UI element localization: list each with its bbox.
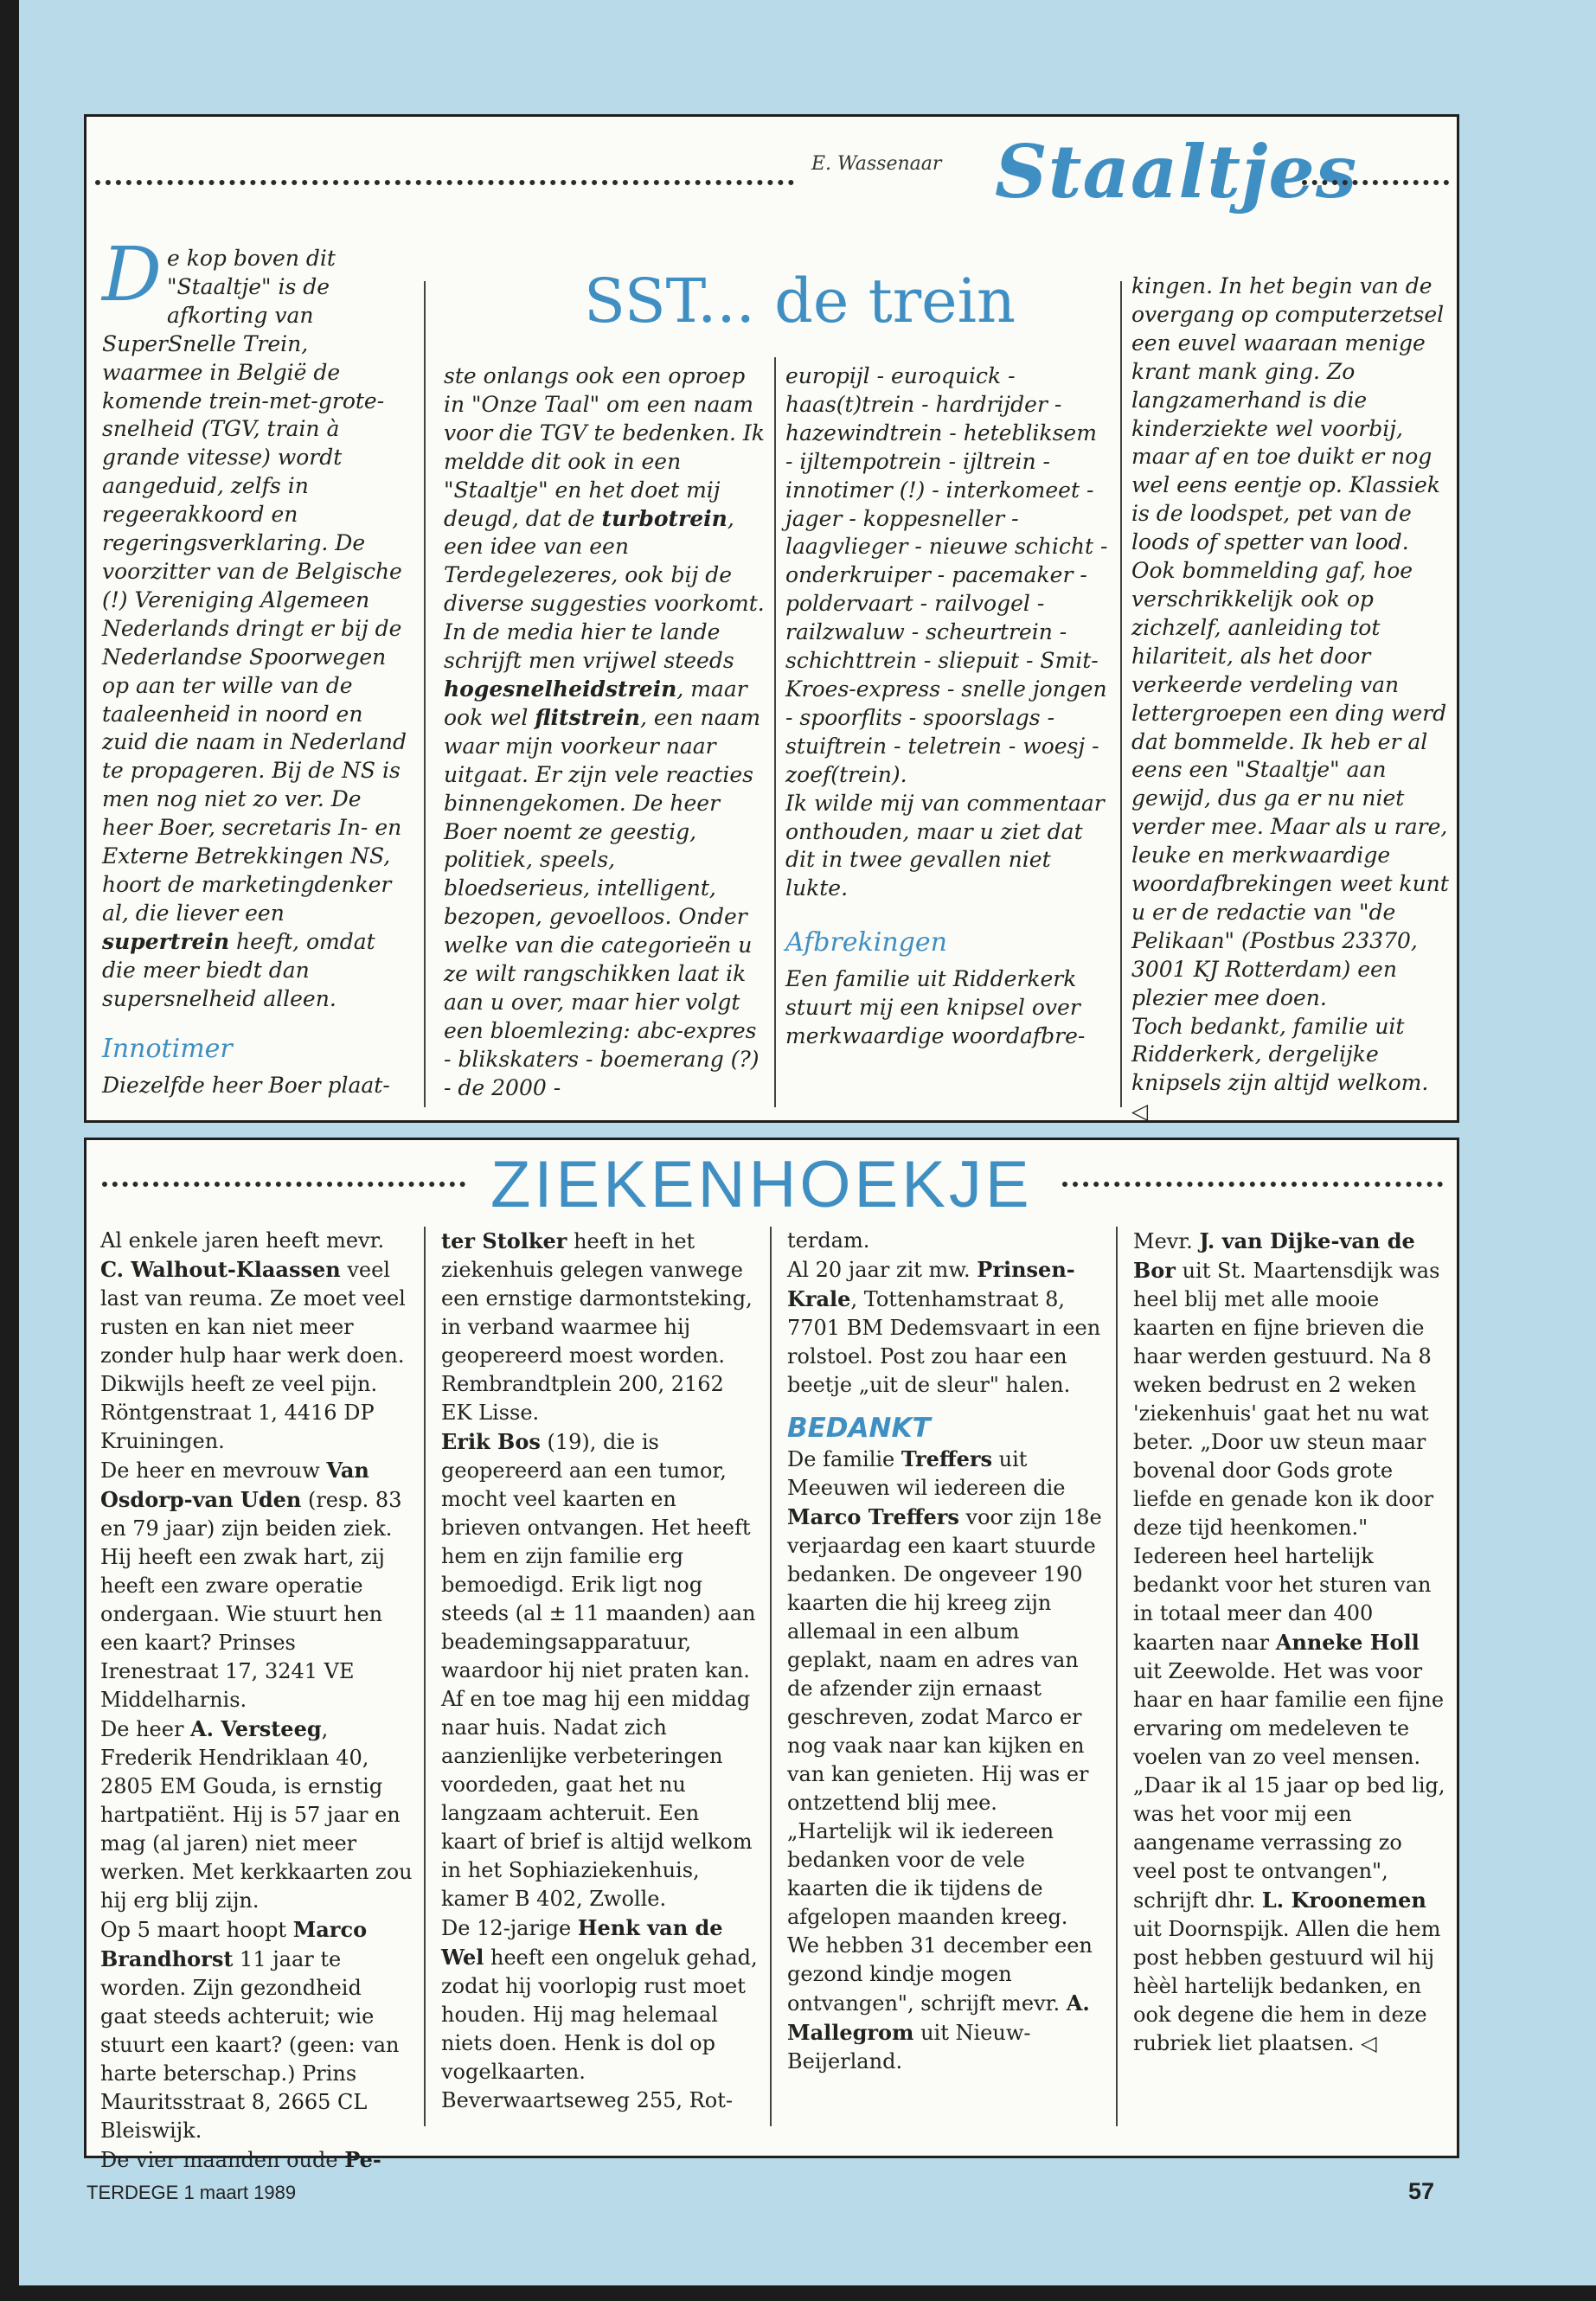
column-rule (1116, 1227, 1118, 2126)
paragraph: europijl - euroquick - haas(t)trein - hardrijder - hazewindtrein - hetebliksem - ijltempotrein - ijltrein - innotimer (!) - interkomeet - jager - koppesneller - laagvlieger - nieuwe schicht - onderkruiper - pacemaker - poldervaart - railvogel - railzwaluw - scheurtrein - schichttrein - sliepuit - Smit-Kroes-express - snelle jongen - spoorflits - spoorslags - stuiftrein - teletrein - woesj - zoef(trein). (785, 363, 1108, 787)
page-edge (0, 2285, 1596, 2301)
notice: Iedereen heel hartelijk bedankt voor het sturen van in totaal meer dan 400 kaarten naar Anneke Holl uit Zeewolde. Het was voor haar en haar familie een fijne ervaring om medeleven te voelen van zo veel mensen. (1133, 1544, 1445, 1769)
notice: De 12-jarige Henk van de Wel heeft een ongeluk gehad, zodat hij voorlopig rust moet houden. Hij mag helemaal niets doen. Henk is dol op vogelkaarten. Beverwaartseweg 255, Rot- (441, 1915, 758, 2112)
notice-column-1 (100, 1227, 413, 2175)
dotted-rule-right (1302, 180, 1449, 185)
paragraph: Ik wilde mij van commentaar onthouden, maar u ziet dat dit in twee gevallen niet lukte. (785, 790, 1105, 901)
article-column-3 (785, 362, 1110, 1051)
notice: De heer en mevrouw Van Osdorp-van Uden (resp. 83 en 79 jaar) zijn beiden ziek. Hij heeft een zwak hart, zij heeft een zware operatie ondergaan. Wie stuurt hen een kaart? Prinses Irenestraat 17, 3241 VE Middelharnis. (100, 1458, 402, 1712)
column-rule (424, 1227, 426, 2126)
notice: „Hartelijk wil ik iedereen bedanken voor de vele kaarten die ik tijdens de afgelopen maanden kreeg. We hebben 31 december een gezond kindje mogen ontvangen", schrijft mevr. A. Mallegrom uit Nieuw-Beijerland. (787, 1819, 1093, 2073)
paragraph: ste onlangs ook een oproep in "Onze Taal" om een naam voor die TGV te bedenken. Ik meldde dit ook in een "Staaltje" en het doet mij deugd, dat de turbotrein, een idee van een Terdegelezeres, ook bij de diverse suggesties voorkomt. In de media hier te lande schrijft men vrijwel steeds hogesnelheidstrein, maar ook wel flitstrein, een naam waar mijn voorkeur naar uitgaat. Er zijn vele reacties binnengekomen. De heer Boer noemt ze geestig, politiek, speels, bloedserieus, intelligent, bezopen, gevoelloos. Onder welke van die categorieën u ze wilt rangschikken laat ik aan u over, maar hier volgt een bloemlezing: abc-expres - blikskaters - boemerang (?) - de 2000 - (444, 363, 765, 1100)
notice: Mevr. J. van Dijke-van de Bor uit St. Maartensdijk was heel blij met alle mooie kaarten en fijne brieven die haar werden gestuurd. Na 8 weken bedrust en 2 weken 'ziekenhuis' gaat het nu wat beter. „Door uw steun maar bovenal door Gods grote liefde en genade kon ik door deze tijd heenkomen." (1133, 1228, 1440, 1540)
notice: De vier maanden oude Pe- (100, 2147, 381, 2172)
subheading-afbrekingen: Afbrekingen (785, 927, 947, 958)
paragraph: De kop boven dit "Staaltje" is de afkorting van SuperSnelle Trein, waarmee in België de komende trein-met-grote-snelheid (TGV, train à grande vitesse) wordt aangeduid, zelfs in regeerakkoord en regeringsverklaring. De voorzitter van de Belgische (!) Vereniging Algemeen Nederlands dringt er bij de Nederlandse Spoorwegen op aan ter wille van de taaleenheid in noord en zuid die naam in Nederland te propageren. Bij de NS is men nog niet zo ver. De heer Boer, secretaris In- en Externe Betrekkingen NS, hoort de marketingdenker al, die liever een supertrein heeft, omdat die meer biedt dan supersnelheid alleen. (102, 232, 407, 1011)
paragraph: kingen. In het begin van de overgang op computerzetsel een euvel waaraan menige krant mank ging. Zo langzamerhand is die kinderziekte wel voorbij, maar af en toe duikt er nog wel eens eentje op. Klassiek is de loodspet, pet van de loods of spetter van lood. Ook bommelding gaf, hoe verschrikkelijk ook op zichzelf, aanleiding tot hilariteit, als het door verkeerde verdeling van lettergroepen een ding werd dat bommelde. Ik heb er al eens een "Staaltje" aan gewijd, dus ga er nu niet verder mee. Maar als u rare, leuke en merkwaardige woordafbrekingen weet kunt u er de redactie van "de Pelikaan" (Postbus 23370, 3001 KJ Rotterdam) een plezier mee doen. (1131, 273, 1449, 1010)
section-title-ziekenhoekje: ZIEKENHOEKJE (490, 1148, 1033, 1221)
notice: Erik Bos (19), die is geopereerd aan een tumor, mocht veel kaarten en brieven ontvangen. Het heeft hem en zijn familie erg bemoedigd. Erik ligt nog steeds (al ± 11 maanden) aan beademingsapparatuur, waardoor hij niet praten kan. Af en toe mag hij een middag naar huis. Nadat zich aanzienlijke verbeteringen voordeden, gaat het nu langzaam achteruit. Een kaart of brief is altijd welkom in het Sophiaziekenhuis, kamer B 402, Zwolle. (441, 1429, 756, 1911)
notice: „Daar ik al 15 jaar op bed lig, was het voor mij een aangename verrassing zo veel post te ontvangen", schrijft dhr. L. Kroonemen uit Doornspijk. Allen die hem post hebben gestuurd wil hij hèèl hartelijk bedanken, en ook degene die hem in deze rubriek liet plaatsen. ◁ (1133, 1773, 1445, 2055)
staaltjes-panel (84, 114, 1459, 1123)
notice-column-3 (787, 1227, 1106, 2076)
notice: Op 5 maart hoopt Marco Brandhorst 11 jaar te worden. Zijn gezondheid gaat steeds achteruit; wie stuurt een kaart? (geen: van harte beterschap.) Prins Mauritsstraat 8, 2665 CL Bleiswijk. (100, 1917, 400, 2143)
column-rule (770, 1227, 772, 2126)
author-byline: E. Wassenaar (811, 153, 942, 175)
subheading-bedankt: BEDANKT (787, 1413, 931, 1444)
dotted-rule-left (102, 1182, 465, 1187)
section-title-staaltjes: Staaltjes (995, 129, 1358, 215)
paragraph: Een familie uit Ridderkerk stuurt mij een knipsel over merkwaardige woordafbre- (785, 966, 1086, 1049)
article-headline: SST... de trein (584, 266, 1016, 336)
article-column-2 (444, 362, 766, 1103)
paragraph: Toch bedankt, familie uit Ridderkerk, dergelijke knipsels zijn altijd welkom. ◁ (1131, 1013, 1429, 1125)
notice: Al 20 jaar zit mw. Prinsen-Krale, Tottenhamstraat 8, 7701 BM Dedemsvaart in een rolstoel. Post zou haar een beetje „uit de sleur" halen. (787, 1257, 1101, 1397)
ziekenhoekje-panel (84, 1138, 1459, 2172)
page-edge (0, 0, 19, 2301)
notice-column-4 (1133, 1227, 1450, 2058)
notice: terdam. (787, 1228, 870, 1253)
notice-column-2 (441, 1227, 760, 2115)
page-number: 57 (1408, 2178, 1435, 2204)
footer-publication: TERDEGE 1 maart 1989 (87, 2182, 297, 2203)
column-rule (774, 357, 776, 1107)
notice: Al enkele jaren heeft mevr. C. Walhout-Klaassen veel last van reuma. Ze moet veel rusten en kan niet meer zonder hulp haar werk doen. Dikwijls heeft ze veel pijn. Röntgenstraat 1, 4416 DP Kruiningen. (100, 1228, 406, 1453)
article-column-1 (102, 232, 413, 1100)
dotted-rule-left (95, 180, 794, 185)
paragraph: Diezelfde heer Boer plaat- (102, 1073, 390, 1099)
notice: De heer A. Versteeg, Frederik Hendriklaan 40, 2805 EM Gouda, is ernstig hartpatiënt. Hij is 57 jaar en mag (al jaren) niet meer werken. Met kerkkaarten zou hij erg blij zijn. (100, 1716, 413, 1913)
column-rule (424, 281, 426, 1107)
notice: De familie Treffers uit Meeuwen wil iedereen die Marco Treffers voor zijn 18e verjaardag een kaart stuurde bedanken. De ongeveer 190 kaarten die hij kreeg zijn allemaal in een album geplakt, naam en adres van de afzender zijn ernaast geschreven, zodat Marco er nog vaak naar kan kijken en van kan genieten. Hij was er ontzettend blij mee. (787, 1446, 1102, 1815)
notice: ter Stolker heeft in het ziekenhuis gelegen vanwege een ernstige darmontsteking, in verband waarmee hij geopereerd moest worden. Rembrandtplein 200, 2162 EK Lisse. (441, 1228, 753, 1425)
subheading-innotimer: Innotimer (102, 1034, 233, 1065)
dotted-rule-right (1062, 1182, 1443, 1187)
article-column-4 (1131, 272, 1452, 1126)
drop-cap: D (102, 232, 162, 318)
column-rule (1120, 281, 1122, 1107)
